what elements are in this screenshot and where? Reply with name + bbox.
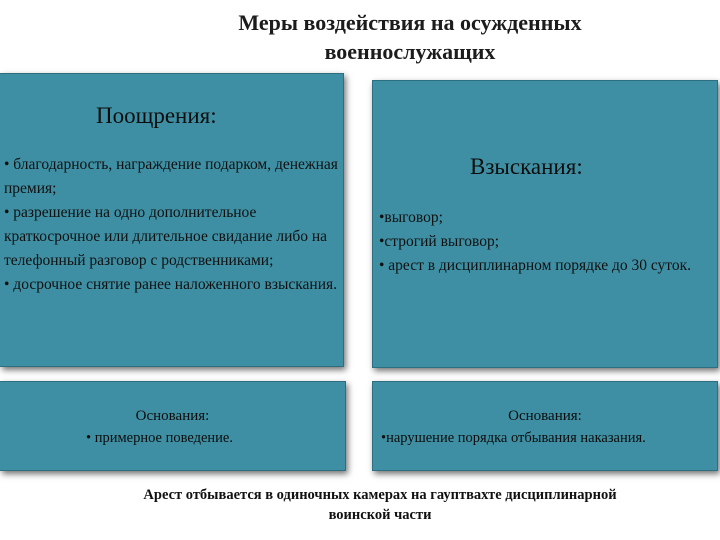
footer-note-line-2: воинской части bbox=[328, 507, 432, 523]
incentives-basis-title: Основания: bbox=[135, 408, 210, 424]
penalties-heading: Взыскания: bbox=[470, 154, 583, 179]
footer-note bbox=[70, 485, 690, 525]
slide-title-line-1: Меры воздействия на осужденных bbox=[238, 10, 582, 35]
incentives-basis-panel bbox=[0, 381, 346, 471]
slide-title bbox=[150, 8, 670, 66]
penalties-basis-title: Основания: bbox=[508, 408, 582, 424]
incentives-basis-text: • примерное поведение. bbox=[86, 430, 233, 446]
footer-note-line-1: Арест отбывается в одиночных камерах на гауптвахте дисциплинарной bbox=[143, 487, 617, 503]
incentives-heading: Поощрения: bbox=[96, 103, 217, 128]
penalties-list bbox=[379, 206, 715, 278]
penalties-item: •выговор; bbox=[379, 209, 443, 226]
incentives-item: • разрешение на одно дополнительное краткосрочное или длительное свидание либо на телефонный разговор с родственниками; bbox=[4, 204, 328, 269]
penalties-item: •строгий выговор; bbox=[379, 233, 500, 250]
incentives-item: • досрочное снятие ранее наложенного взыскания. bbox=[4, 276, 338, 293]
incentives-item: • благодарность, награждение подарком, денежная премия; bbox=[4, 156, 338, 197]
penalties-item: • арест в дисциплинарном порядке до 30 суток. bbox=[379, 257, 691, 274]
incentives-list bbox=[4, 153, 342, 297]
penalties-basis-text: •нарушение порядка отбывания наказания. bbox=[381, 430, 646, 446]
incentives-panel bbox=[0, 73, 344, 367]
penalties-panel bbox=[372, 80, 718, 368]
slide-title-line-2: военнослужащих bbox=[324, 39, 496, 64]
penalties-basis-panel bbox=[372, 381, 718, 471]
